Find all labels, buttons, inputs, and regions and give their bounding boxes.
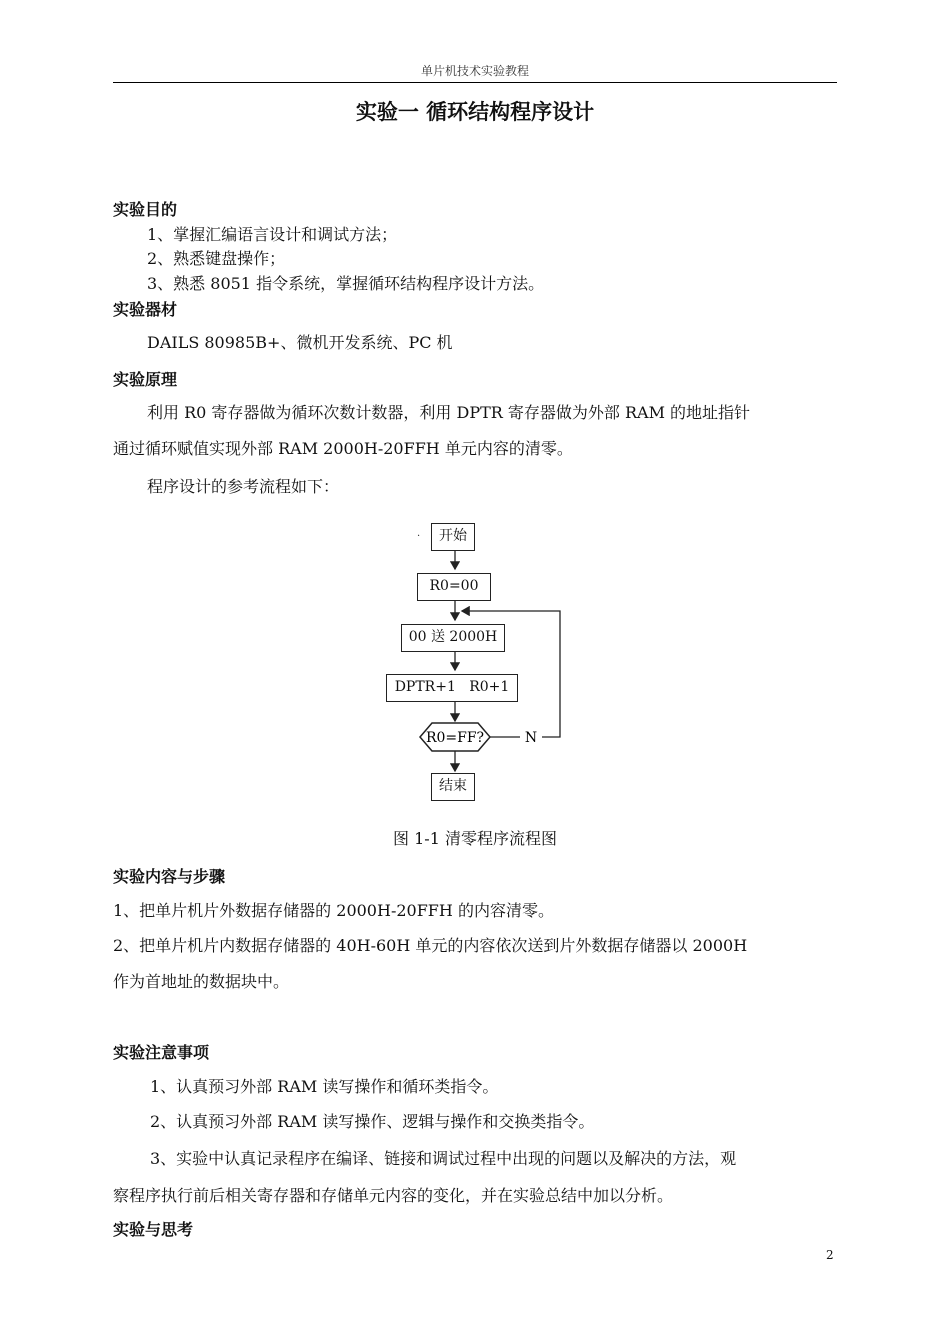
flowchart-connectors xyxy=(380,515,580,815)
figure-caption: 图 1-1 清零程序流程图 xyxy=(393,829,557,848)
note-3-line2: 察程序执行前后相关寄存器和存储单元内容的变化，并在实验总结中加以分析。 xyxy=(113,1186,674,1205)
purpose-item-3: 3、熟悉 8051 指令系统，掌握循环结构程序设计方法。 xyxy=(147,274,545,293)
purpose-item-2: 2、熟悉键盘操作； xyxy=(147,249,286,268)
header-rule xyxy=(113,82,837,83)
section-heading-thinking: 实验与思考 xyxy=(113,1220,194,1239)
flow-inc-box: DPTR+1 R0+1 xyxy=(386,674,518,702)
section-heading-notes: 实验注意事项 xyxy=(113,1043,210,1062)
note-1: 1、认真预习外部 RAM 读写操作和循环类指令。 xyxy=(150,1077,499,1096)
section-heading-purpose: 实验目的 xyxy=(113,200,178,219)
content-step-1: 1、把单片机片外数据存储器的 2000H-20FFH 的内容清零。 xyxy=(113,901,554,920)
flow-init-box: R0=00 xyxy=(417,573,491,601)
page-number: 2 xyxy=(826,1248,834,1262)
flow-end-box: 结束 xyxy=(431,773,475,801)
flow-store-box: 00 送 2000H xyxy=(401,624,505,652)
page-header: 单片机技术实验教程 xyxy=(420,64,529,78)
equipment-text: DAILS 80985B+、微机开发系统、PC 机 xyxy=(147,333,453,352)
note-3-line1: 3、实验中认真记录程序在编译、链接和调试过程中出现的问题以及解决的方法，观 xyxy=(150,1149,737,1168)
flow-start-box: 开始 xyxy=(431,523,475,551)
decision-no-label: N xyxy=(524,730,538,746)
section-heading-content: 实验内容与步骤 xyxy=(113,867,226,886)
purpose-item-1: 1、掌握汇编语言设计和调试方法； xyxy=(147,225,398,244)
page-title: 实验一 循环结构程序设计 xyxy=(355,100,595,124)
flowchart xyxy=(380,515,580,815)
svg-text:·: · xyxy=(417,531,421,542)
principle-para1-line1: 利用 R0 寄存器做为循环次数计数器，利用 DPTR 寄存器做为外部 RAM 的地址指针 xyxy=(147,403,751,422)
content-step-2-line1: 2、把单片机片内数据存储器的 40H-60H 单元的内容依次送到片外数据存储器以 2000H xyxy=(113,936,748,955)
section-heading-principle: 实验原理 xyxy=(113,370,178,389)
principle-para1-line2: 通过循环赋值实现外部 RAM 2000H-20FFH 单元内容的清零。 xyxy=(113,439,573,458)
note-2: 2、认真预习外部 RAM 读写操作、逻辑与操作和交换类指令。 xyxy=(150,1112,595,1131)
content-step-2-line2: 作为首地址的数据块中。 xyxy=(113,972,290,991)
decision-text: R0=FF? xyxy=(425,730,485,746)
section-heading-equipment: 实验器材 xyxy=(113,300,178,319)
principle-para2: 程序设计的参考流程如下： xyxy=(147,477,340,496)
